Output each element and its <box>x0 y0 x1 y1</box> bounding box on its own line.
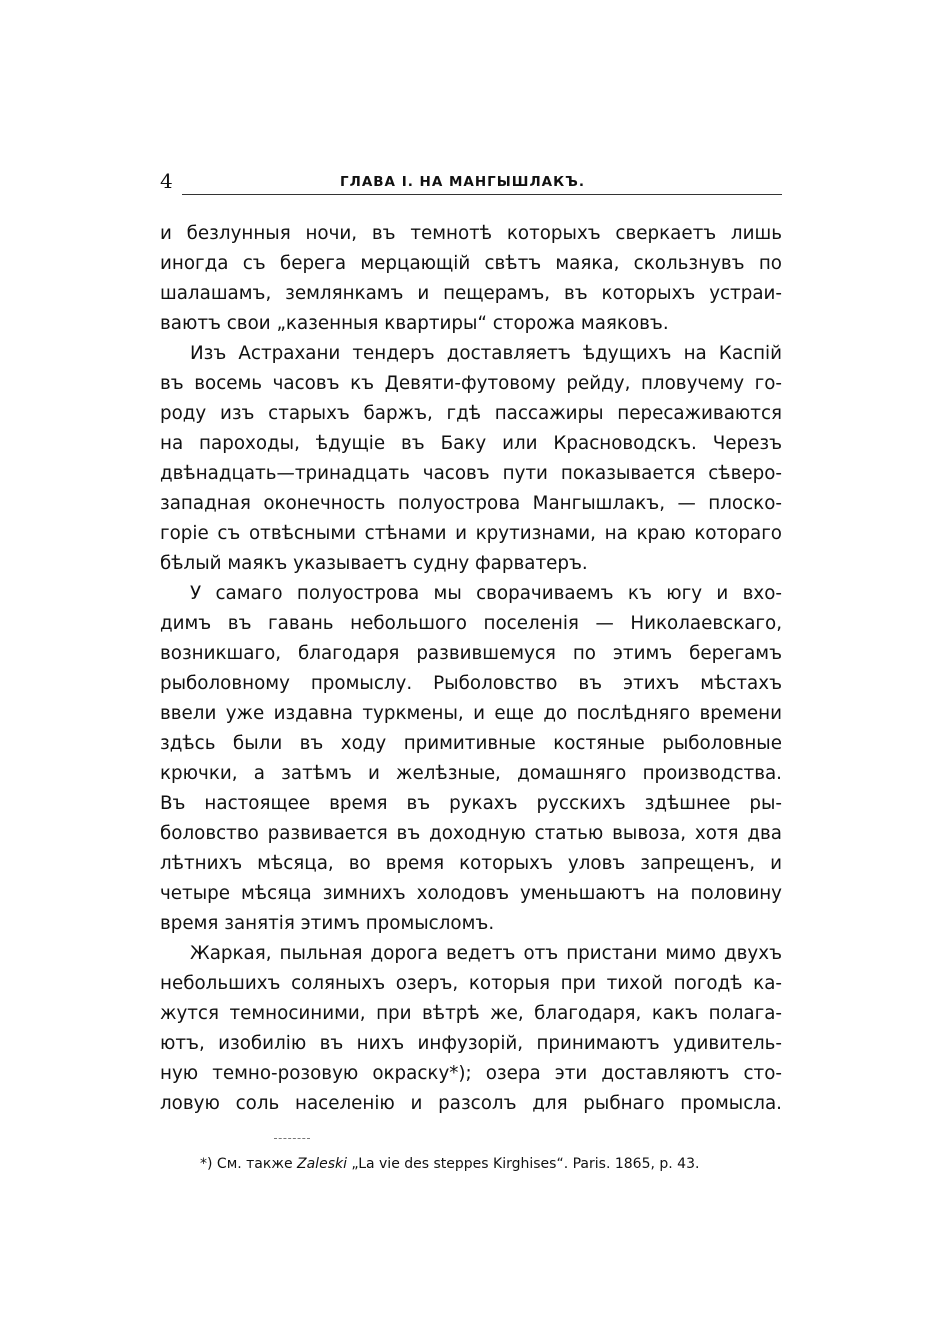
text-line: У самаго полуострова мы сворачиваемъ къ югу и вхо- <box>190 583 782 604</box>
text-line: здѣсь были въ ходу примитивные костяные рыболовные <box>160 733 782 754</box>
text-line: ную темно-розовую окраску*); озера эти доставляютъ сто- <box>160 1063 782 1084</box>
text-line: крючки, а затѣмъ и желѣзные, домашняго производства. <box>160 763 782 784</box>
text-line: шалашамъ, землянкамъ и пещерамъ, въ которыхъ устраи- <box>160 283 782 304</box>
text-line: иногда съ берега мерцающій свѣтъ маяка, скользнувъ по <box>160 253 782 274</box>
body-text <box>160 219 782 1119</box>
text-line: рыболовному промыслу. Рыболовство въ этихъ мѣстахъ <box>160 673 782 694</box>
text-line: ловую соль населенію и разсолъ для рыбнаго промысла. <box>160 1093 782 1114</box>
text-line: боловство развивается въ доходную статью вывоза, хотя два <box>160 823 782 844</box>
page-header <box>160 170 782 196</box>
paragraph-4 <box>160 939 782 1119</box>
text-line: двѣнадцать—тринадцать часовъ пути показывается сѣверо- <box>160 463 782 484</box>
text-line: жутся темносиними, при вѣтрѣ же, благодаря, какъ полага- <box>160 1003 782 1024</box>
text-line: димъ въ гавань небольшого поселенія — Николаевскаго, <box>160 613 782 634</box>
footnote-text: „La vie des steppes Kirghises“. Paris. 1865, p. 43. <box>346 1156 700 1172</box>
text-line: на пароходы, ѣдущіе въ Баку или Красноводскъ. Черезъ <box>160 433 782 454</box>
text-line: ютъ, изобилію въ нихъ инфузорій, принимаютъ удивитель- <box>160 1033 782 1054</box>
running-head: ГЛАВА I. НА МАНГЫШЛАКЪ. <box>340 174 585 190</box>
text-line: бѣлый маякъ указываетъ судну фарватеръ. <box>160 553 588 574</box>
text-line: четыре мѣсяца зимнихъ холодовъ уменьшаютъ на половину <box>160 883 782 904</box>
paragraph-2 <box>160 339 782 579</box>
text-line: западная оконечность полуострова Мангышлакъ, — плоско- <box>160 493 782 514</box>
text-line: время занятія этимъ промысломъ. <box>160 913 495 934</box>
footnote-separator <box>274 1138 310 1139</box>
text-line: возникшаго, благодаря развившемуся по этимъ берегамъ <box>160 643 782 664</box>
text-line: небольшихъ соляныхъ озеръ, которыя при тихой погодѣ ка- <box>160 973 782 994</box>
header-rule <box>182 194 782 195</box>
paragraph-1 <box>160 219 782 339</box>
text-line: лѣтнихъ мѣсяца, во время которыхъ уловъ запрещенъ, и <box>160 853 782 874</box>
footnote-marker: *) См. также <box>200 1156 298 1172</box>
text-line: ввели уже издавна туркмены, и еще до послѣдняго времени <box>160 703 782 724</box>
text-line: въ восемь часовъ къ Девяти-футовому рейду, пловучему го- <box>160 373 782 394</box>
text-line: ваютъ свои „казенныя квартиры“ сторожа маяковъ. <box>160 313 669 334</box>
text-line: Въ настоящее время въ рукахъ русскихъ здѣшнее ры- <box>160 793 782 814</box>
text-line: роду изъ старыхъ баржъ, гдѣ пассажиры пересаживаются <box>160 403 782 424</box>
text-line: Изъ Астрахани тендеръ доставляетъ ѣдущихъ на Каспій <box>190 343 782 364</box>
text-line: горіе съ отвѣсными стѣнами и крутизнами, на краю котораго <box>160 523 782 544</box>
paragraph-3 <box>160 579 782 939</box>
page-number: 4 <box>160 169 173 193</box>
text-line: и безлунныя ночи, въ темнотѣ которыхъ сверкаетъ лишь <box>160 223 782 244</box>
text-line: Жаркая, пыльная дорога ведетъ отъ пристани мимо двухъ <box>190 943 782 964</box>
footnote-author: Zaleski <box>297 1156 347 1172</box>
footnote <box>200 1153 782 1175</box>
